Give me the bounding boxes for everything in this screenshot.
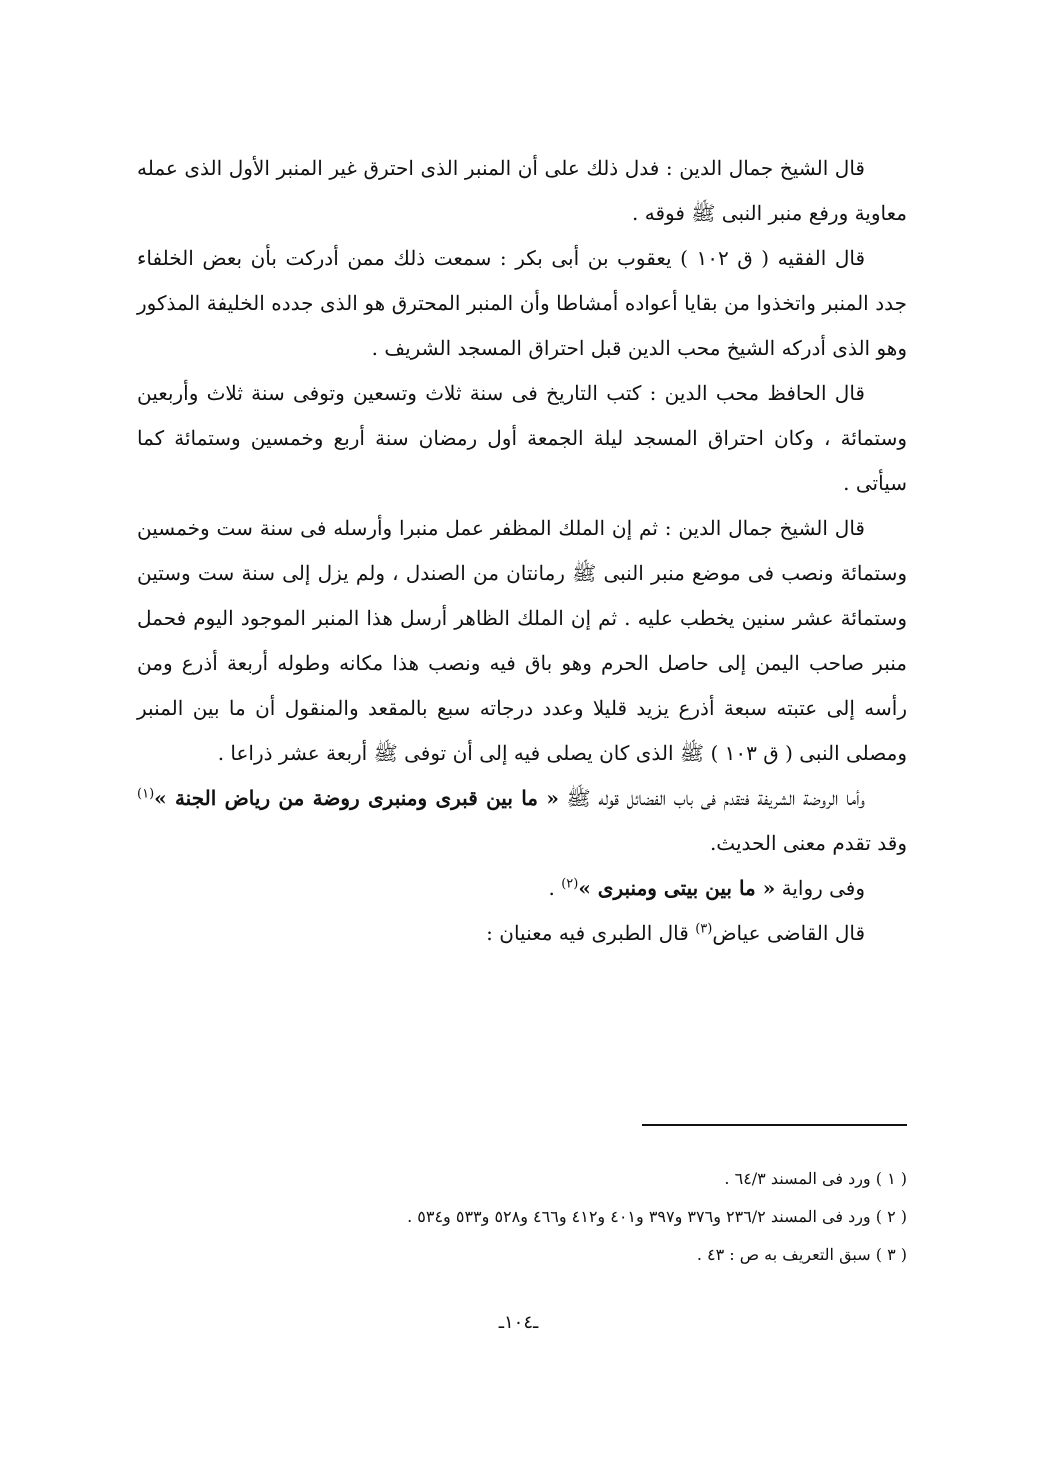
footnotes [137,1160,907,1274]
paragraph-riwaya [137,866,907,911]
footnote: ( ٣ ) سبق التعريف به ص : ٤٣ . [696,1245,907,1264]
main-text [137,146,907,956]
footnote-ref: (٣) [695,921,713,937]
paragraph: قال الشيخ جمال الدين : فدل ذلك على أن المنبر الذى احترق غير المنبر الأول الذى عمله معاوية ورفع منبر النبى ﷺ فوقه . [137,156,907,225]
footnote-ref: (١) [137,786,155,802]
paragraph: قال الشيخ جمال الدين : ثم إن الملك المظفر عمل منبرا وأرسله فى سنة ست وخمسين وستمائة ونصب فى موضع منبر النبى ﷺ رمانتان من الصندل ، ولم يزل إلى سنة ست وستين وستمائة عشر سنين يخطب عليه . ثم إن الملك الظاهر أرسل هذا المنبر الموجود اليوم فحمل منبر صاحب اليمن إلى حاصل الحرم وهو باق فيه ونصب هذا مكانه وطوله أربعة أذرع ومن رأسه إلى عتبته سبعة أذرع يزيد قليلا وعدد درجاته سبع بالمقعد والمنقول أن ما بين المنبر ومصلى النبى ( ق ١٠٣ ) ﷺ الذى كان يصلى فيه إلى أن توفى ﷺ أربعة عشر ذراعا . [137,516,907,765]
footnote-ref: (٢) [561,876,579,892]
hadith-quote: « ما بين بيتى ومنبرى » [578,876,776,900]
qadi-tail: قال الطبرى فيه معنيان : [486,921,696,945]
footnote-divider [642,1124,907,1126]
qadi-intro: قال القاضى عياض [712,921,865,945]
paragraph-qadi [137,911,907,956]
footnote: ( ٢ ) ورد فى المسند ٢٣٦/٢ و٣٧٦ و٣٩٧ و٤٠١ و٤١٢ و٤٦٦ و٥٢٨ و٥٣٣ و٥٣٤ . [407,1207,907,1226]
riwaya-intro: وفى رواية [775,876,865,900]
hadith-quote: « ما بين قبرى ومنبرى روضة من رياض الجنة » [154,786,559,810]
paragraph: قال الفقيه ( ق ١٠٢ ) يعقوب بن أبى بكر : سمعت ذلك ممن أدركت بأن بعض الخلفاء جدد المنبر واتخذوا من بقايا أعواده أمشاطا وأن المنبر المحترق هو الذى جدده الخليفة المذكور وهو الذى أدركه الشيخ محب الدين قبل احتراق المسجد الشريف . [137,246,907,360]
rawdah-tail: وقد تقدم معنى الحديث. [709,831,907,855]
page-number: ـ١٠٤ـ [498,1312,539,1333]
rawdah-intro: وأما الروضة الشريفة فتقدم فى باب الفضائل قوله ﷺ [558,786,865,810]
footnote: ( ١ ) ورد فى المسند ٦٤/٣ . [724,1169,907,1188]
riwaya-tail: . [548,876,562,900]
paragraph-rawdah [137,776,907,866]
paragraph: قال الحافظ محب الدين : كتب التاريخ فى سنة ثلاث وتسعين وتوفى سنة ثلاث وأربعين وستمائة ، وكان احتراق المسجد ليلة الجمعة أول رمضان سنة أربع وخمسين وستمائة كما سيأتى . [137,381,907,495]
